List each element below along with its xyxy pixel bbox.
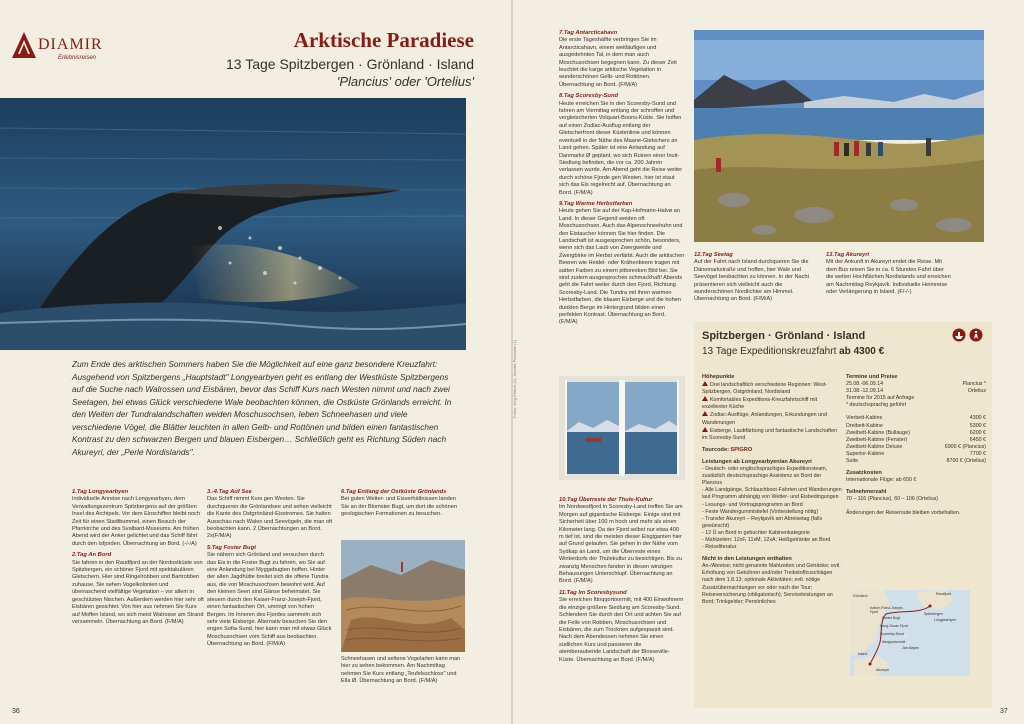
itinerary-column-3 bbox=[341, 489, 465, 519]
day-text: Sie nähern sich Grönland und versuchen durch das Eis in die Foster Bugt zu fahren, wo Sie auf eine Anlandung bei Myggebugten hoffen. Hinter der alten Jagdhütte breitet sich die offene Tundra aus, die von Moschusochsen bewohnt wird. Auf den kleinen Seen sind Gänse beheimatet. Sie steuern durch den Kaiser-Franz-Joseph-Fjord, einen fantastischen Ort, umringt von hohen Bergen. Im Inneren des Fjordes sammeln sich sehr viele Eisberge. Alternativ besuchen Sie den engen Sofia-Sund, hier kann man mit etwas Glück Moschusochsen vom Schiff aus beobachten. Übernachtung an Bord. (F/M/A) bbox=[207, 552, 332, 648]
cabin-row bbox=[846, 444, 986, 451]
changes-note: Änderungen der Reiseroute bleiben vorbehalten. bbox=[846, 509, 961, 516]
map-label: Spitzbergen bbox=[924, 612, 943, 616]
cabin-name: Zweibett-Kabine (Bullauge) bbox=[846, 429, 910, 436]
day-title: 5.Tag Foster Bugt bbox=[207, 544, 257, 551]
highlight-item bbox=[702, 427, 842, 442]
itinerary-column-5 bbox=[694, 252, 818, 304]
day-title: 9.Tag Warme Herbstfarben bbox=[559, 200, 633, 207]
service-item: - Lesungs- und Vortragsprogramm an Bord bbox=[702, 501, 803, 508]
cabin-price: 6900 € (Plancius) bbox=[944, 443, 986, 450]
route-map bbox=[850, 590, 970, 676]
page-number-left: 36 bbox=[12, 708, 20, 715]
photo-credit: Fotos: Jörg Ehrlich (1), Sandra Petrowitz (1) bbox=[512, 339, 517, 418]
dates-note: Termine für 2015 auf Anfrage * deutschsprachig geführt bbox=[846, 395, 915, 409]
day-text: Heute gehen Sie auf der Kap-Hofmann-Halvø an Land. In dieser Gegend weiden oft Moschusochsen. Auch das Alpenschneehuhn und den Eistaucher können Sie hier finden. Die Landschaft ist ausgesprochen schön, besonders, wenn sich das Laub von Zwergweide und Zwergbirke im Herbst verfärbt. Auch die arktischen Beeren wie Heidel- oder Krähenbeere tragen mit satten Farben zu einem pittoresken Bild bei. Sie sind zudem ausgesprochen schmackhaft! Abends geht die Fahrt weiter durch den Fjord, Richtung Scoresby-Land. Die Tundra mit ihren warmen Herbstfarben, die blauen Eisberge und die hohen dunklen Berge im Hintergrund bilden einen perfekten Kontrast. Übernachtung an Bord. (F/M/A) bbox=[559, 208, 685, 326]
diamir-logo bbox=[12, 30, 132, 70]
cabin-name: Superior-Kabine bbox=[846, 450, 885, 457]
not-included-title: Nicht in den Leistungen enthalten bbox=[702, 556, 792, 563]
tourcode-value: SPIGRO bbox=[730, 446, 753, 453]
day-text: Sie fahren in den Raudfjord an der Nordostküste von Spitzbergen, ein schöner Fjord mit spektakulären Gletschern. Hier sind Ringelrobben und Bartrobben zuhause, Sie sehen Vogelkolonien und überraschend vielfältige Vegetation – vor allem in geschützten Nischen. Außerdem werden hier sehr oft Eisbären gesichtet. Von hier aus nehmen Sie Kurs auf Moffen Island, wo sich meist Walrosse am Strand versammeln. Übernachtung an Bord. (F/M/A) bbox=[72, 559, 204, 625]
tourcode-row bbox=[702, 447, 842, 454]
date-ship: Ortelius bbox=[967, 388, 986, 395]
service-text: 12 Ü an Bord in gebuchter Kabinenkategorie bbox=[705, 529, 810, 536]
cabin-row bbox=[846, 437, 986, 444]
ship-window-photo bbox=[559, 376, 685, 480]
map-label: Longyearbyen bbox=[934, 618, 957, 622]
info-icons bbox=[952, 328, 986, 347]
service-item: - Reiseliteratur bbox=[702, 544, 737, 551]
map-label: Raudfjord bbox=[936, 592, 952, 596]
highlight-text: Drei landschaftlich verschiedene Regionen: West-Spitzbergen, Ostgrönland, Nordisland bbox=[702, 382, 828, 396]
service-text: Feste Wandergummistiefel (Vorbestellung nötig) bbox=[705, 508, 819, 515]
service-text: Transfer Akureyri – Reykjavík am Abreisetag (falls gewünscht) bbox=[702, 515, 823, 529]
date-row bbox=[846, 381, 986, 388]
page-subtitle: 13 Tage Spitzbergen · Grönland · Island bbox=[225, 56, 474, 72]
cabin-price: 7700 € bbox=[969, 450, 986, 457]
triangle-bullet-icon bbox=[702, 427, 708, 432]
cabin-name: Zweibett-Kabine Deluxe bbox=[846, 443, 903, 450]
cabin-row bbox=[846, 423, 986, 430]
service-text: Alle Landgänge, Schlauchboot-Fahrten und Wanderungen laut Programm abhängig von Wetter- und Eisbedingungen bbox=[702, 487, 842, 501]
whale-tail-photo bbox=[0, 98, 466, 350]
intro-text: Zum Ende des arktischen Sommers haben Sie die Möglichkeit auf eine ganz besondere Kreuzfahrt: Ausgehend von Spitzbergens „Hauptstadt" Longyearbyen geht es entlang der Westküste Spitzbergens auf die Suche nach Walrossen und Eisbären, bevor das Schiff Kurs nach Westen nimmt und nach zwei Seetagen, bei etwas Glück verschiedene Wale beobachten können, die Ostküste Grönlands erreicht. In den Weiten der Tundralandschaften weiden Moschusochsen, leben Schneehasen und viele verschiedene Vögel, die Blätter leuchten in allen Gelb- und Rottönen und bilden einen fantastischen Kontrast zu den schwarzen Bergen und blauen Eisbergen… Schließlich geht es Richtung Süden nach Akureyri, der „Perle Nordislands". bbox=[72, 359, 452, 457]
map-label: Grönland bbox=[853, 594, 868, 598]
cabin-price: 5300 € bbox=[969, 422, 986, 429]
map-label: Akureyri bbox=[876, 668, 889, 672]
day-title: 12.Tag Seetag bbox=[694, 252, 733, 258]
day-text: Mit der Ankunft in Akureyri endet die Reise. Mit dem Bus reisen Sie in ca. 6 Stunden Fahrt über die weiten Hochflächen Nordislands und erreichen am Nachmittag Reykjavík. Individuelle Heimreise oder Verlängerung in Island. (F/-/-) bbox=[826, 259, 951, 296]
extra-text: Internationale Flüge: ab 650 € bbox=[846, 477, 917, 484]
service-item: - Transfer Akureyri – Reykjavík am Abreisetag (falls gewünscht) bbox=[702, 515, 823, 529]
cabin-row bbox=[846, 458, 986, 465]
day-text: Sie erreichen Ittoqqortoormiit, mit 400 Einwohnern die einzige größere Siedlung am Scoresby-Sund. Schlendern Sie durch den Ort und achten Sie auf die Felle von Robben, Moschusochsen und Eisbären, die zum Trocknen aufgespannt sind. Nach dem Abendessen nehmen Sie einen südlichen Kurs und passieren die atemberaubende Landschaft der Blosseville-Küste. Übernachtung an Bord. (F/M/A) bbox=[559, 597, 684, 663]
ship-names: 'Plancius' oder 'Ortelius' bbox=[336, 74, 474, 89]
service-text: Deutsch- oder englischsprachiges Expeditionsteam, zusätzlich deutschsprachige Assistenz an Bord der Plancius bbox=[702, 466, 828, 487]
cabin-name: Dreibett-Kabine bbox=[846, 422, 883, 429]
service-text: Mahlzeiten: 12xF, 11xM, 12xA; Heißgetränke an Bord bbox=[705, 536, 831, 543]
not-included-text: An-/Abreise; nicht genannte Mahlzeiten und Getränke; evtl. Erhöhung von Gebühren und/oder Treibstoffzuschlägen nach dem 1.8.13; optionale Aktivitäten; evtl. nötige Zusatzübernachtungen vor oder nach der Tour; Reiseversicherung (obligatorisch); Serviceleistungen an Bord; Trinkgelder; Persönliches bbox=[702, 563, 841, 605]
highlights-title: Höhepunkte bbox=[702, 374, 735, 380]
caption-text: Schneehasen und seltene Vogelarten kann man hier zu sehen bekommen. Am Nachmittag nehmen Sie Kurs entlang „Teufelsschloss" und Ella Ø. Übernachtung an Bord. (F/M/A) bbox=[341, 656, 461, 685]
day-text: Heute erreichen Sie in den Scoresby-Sund und fahren am Vormittag entlang der schroffen und vergletscherten Volquart-Boons-Küste. Sie hoffen auf einen Zodiac-Ausflug entlang der Gletscherfront dieser Küstenlinie und können eventuell in der Nähe des Maane-Gletschers an Land gehen. Später ist eine Anlandung auf Danmarks Ø geplant, wo sich Ruinen einer Inuit-Siedlung befinden, die vor ca. 200 Jahren verlassen wurde. Am Abend geht die Reise weiter durch schöne Fjorde gen Westen, hier ist staut sich das Eis regelrecht auf. Übernachtung an Bord. (F/M/A) bbox=[559, 100, 683, 196]
cabin-name: Vierbett-Kabine bbox=[846, 415, 883, 422]
day-text: Die erste Tageshälfte verbringen Sie im Antarcticahavn, einem weitläufigen und ausgedehnten Tal, in dem man auch Moschusochsen begegnen kann. Zu dieser Zeit leuchtet die karge arktische Vegetation in wunderschönen Gelb- und Rottönen. Übernachtung an Bord. (F/M/A) bbox=[559, 37, 677, 88]
services-title: Leistungen ab Longyearbyen/an Akureyri bbox=[702, 458, 812, 465]
service-item: - Mahlzeiten: 12xF, 11xM, 12xA; Heißgetränke an Bord bbox=[702, 536, 831, 543]
day-text: Bei guten Wetter- und Eisverhältnissen landen Sie an der Blomster Bugt, um dort die schönen geologischen Formationen zu besuchen. bbox=[341, 496, 457, 518]
cabin-row bbox=[846, 451, 986, 458]
day-title: 10.Tag Überreste der Thule-Kultur bbox=[559, 497, 653, 503]
itinerary-column-1 bbox=[72, 489, 204, 626]
participants-title: Teilnehmerzahl bbox=[846, 489, 887, 496]
itinerary-column-7 bbox=[559, 497, 685, 664]
participants-text: 70 – 116 (Plancius), 60 – 106 (Ortelius) bbox=[846, 496, 939, 503]
day-title: 1.Tag Longyearbyen bbox=[72, 489, 129, 495]
brand-name: DIAMIR bbox=[38, 36, 103, 53]
map-label: Scoresby-Sund bbox=[880, 632, 904, 636]
itinerary-column-6 bbox=[826, 252, 952, 296]
highlight-text: Zodiac-Ausflüge, Anlandungen, Erkundungen und Wanderungen bbox=[702, 412, 827, 426]
triangle-bullet-icon bbox=[702, 396, 708, 401]
map-label: Ittoqqortoormiit bbox=[882, 640, 906, 644]
cabin-row bbox=[846, 415, 986, 422]
date-text: 31.08.-12.09.14 bbox=[846, 388, 884, 395]
page-title: Arktische Paradiese bbox=[293, 28, 474, 52]
info-subtitle bbox=[702, 346, 884, 357]
page-number-right: 37 bbox=[1000, 708, 1008, 715]
day-text: Individuelle Anreise nach Longyearbyen, dem Verwaltungszentrum Spitzbergens auf der größten Insel des Archipels. Vor dem Einschiffen bleibt noch Zeit für einen Stadtbummel, einen Besuch der Pfarrkirche und des Svalbard-Museums. Am frühen Abend wird der Anker gelichtet und das Schiff fährt durch den Isfjorden. Übernachtung an Bord. (-/-/A) bbox=[72, 496, 201, 547]
date-ship: Plancius * bbox=[962, 381, 986, 388]
map-label: Kong-Oscar-Fjord bbox=[880, 624, 908, 628]
day-text: Im Nordwestfjord in Scoresby-Land treffen Sie am Morgen auf gigantische Eisberge. Einige sind mit Sicherheit über 100 m hoch und mehr als einen Kilometer lang. Da der Fjord selbst nur etwa 400 m tief ist, sind die meisten dieser Eisgiganten hier auf Grund gelaufen. Sie gehen in der Nähe vom Sydkap an Land, um die Überreste eines Winterdorfs der Thulekultur zu besichtigen. Bis zu zwanzig Menschen fanden in diesen winzigen Behausungen Unterschlupf. Übernachtung an Bord. (F/M/A) bbox=[559, 504, 683, 585]
brand-tagline: Erlebnisreisen bbox=[58, 55, 97, 61]
itinerary-column-2 bbox=[207, 489, 333, 649]
day-text: Auf der Fahrt nach Island durchqueren Sie die Dänemarkstraße und hoffen, hier Wale und Seevögel beobachten zu können. In der Nacht präsentieren sich vielleicht auch die wunderschönen Nordlichter am Himmel. Übernachtung an Bord. (F/M/A) bbox=[694, 259, 810, 303]
day-title: 2.Tag An Bord bbox=[72, 552, 112, 559]
map-label: Kaiser-Franz-Joseph-Fjord bbox=[870, 606, 904, 614]
tundra-hikers-photo bbox=[694, 30, 984, 242]
info-left-column bbox=[702, 374, 842, 606]
hiking-icon bbox=[970, 329, 983, 342]
cabin-price: 6450 € bbox=[969, 436, 986, 443]
service-item: - Feste Wandergummistiefel (Vorbestellung nötig) bbox=[702, 508, 819, 515]
service-text: Lesungs- und Vortragsprogramm an Bord bbox=[705, 501, 803, 508]
service-item: - Alle Landgänge, Schlauchboot-Fahrten und Wanderungen laut Programm abhängig von Wetter- und Eisbedingungen bbox=[702, 487, 842, 501]
info-title: Spitzbergen · Grönland · Island bbox=[702, 330, 866, 342]
map-label: Foster Bugt bbox=[882, 616, 901, 620]
cabin-name: Suite bbox=[846, 458, 859, 465]
highlight-item bbox=[702, 411, 842, 426]
cabin-row bbox=[846, 430, 986, 437]
map-label: Island bbox=[858, 652, 868, 656]
day-title: 7.Tag Antarcticahavn bbox=[559, 30, 618, 36]
tourcode-label: Tourcode: bbox=[702, 446, 729, 453]
date-text: 25.08.-06.09.14 bbox=[846, 381, 884, 388]
info-subtitle-text: 13 Tage Expeditionskreuzfahrt bbox=[702, 346, 840, 357]
day-text: Das Schiff nimmt Kurs gen Westen. Sie durchqueren die Grönlandsee und sehen vielleicht die Kante des Ostgrönland-Eisstromes. Sie halten Ausschau nach Walen und Seevögeln, die man oft beobachten kann. 2 Übernachtungen an Bord. 2x(F/M/A) bbox=[207, 496, 333, 540]
rock-photo-caption bbox=[341, 656, 465, 686]
cabin-price: 6200 € bbox=[969, 429, 986, 436]
cabin-price: 4300 € bbox=[969, 415, 986, 422]
cabin-name: Zweibett-Kabine (Fenster) bbox=[846, 436, 908, 443]
extra-title: Zusatzkosten bbox=[846, 470, 882, 477]
triangle-bullet-icon bbox=[702, 411, 708, 416]
info-right-column bbox=[846, 374, 986, 517]
day-title: 6.Tag Entlang der Ostküste Grönlands bbox=[341, 489, 447, 495]
day-title: 8.Tag Scoresby-Sund bbox=[559, 93, 619, 100]
info-price: ab 4300 € bbox=[839, 346, 885, 357]
date-row bbox=[846, 388, 986, 395]
highlight-item bbox=[702, 396, 842, 411]
rock-formation-photo bbox=[341, 540, 465, 652]
map-label: Jan Mayen bbox=[902, 646, 920, 650]
day-title: 11.Tag Im Scoresbysund bbox=[559, 589, 627, 596]
highlight-text: Eisberge, Laubfärbung und fantastische Landschaften im Scoresby-Sund bbox=[702, 427, 837, 441]
service-item: - 12 Ü an Bord in gebuchter Kabinenkategorie bbox=[702, 529, 810, 536]
highlight-text: Komfortables Expeditions-Kreuzfahrtschiff mit exzellenter Küche bbox=[702, 397, 818, 411]
triangle-bullet-icon bbox=[702, 381, 708, 386]
page-title-block bbox=[226, 28, 474, 89]
day-title: 3.-4.Tag Auf See bbox=[207, 489, 252, 495]
dates-title: Termine und Preise bbox=[846, 374, 898, 380]
mountain-logo-icon bbox=[12, 30, 38, 60]
highlight-item bbox=[702, 381, 842, 396]
itinerary-column-4 bbox=[559, 30, 685, 327]
day-title: 13.Tag Akureyri bbox=[826, 252, 870, 258]
ship-icon bbox=[953, 329, 966, 342]
service-item: - Deutsch- oder englischsprachiges Expeditionsteam, zusätzlich deutschsprachige Assistenz an Bord der Plancius bbox=[702, 466, 828, 487]
cabin-price: 8700 € (Ortelius) bbox=[946, 458, 986, 465]
service-text: Reiseliteratur bbox=[705, 544, 737, 551]
